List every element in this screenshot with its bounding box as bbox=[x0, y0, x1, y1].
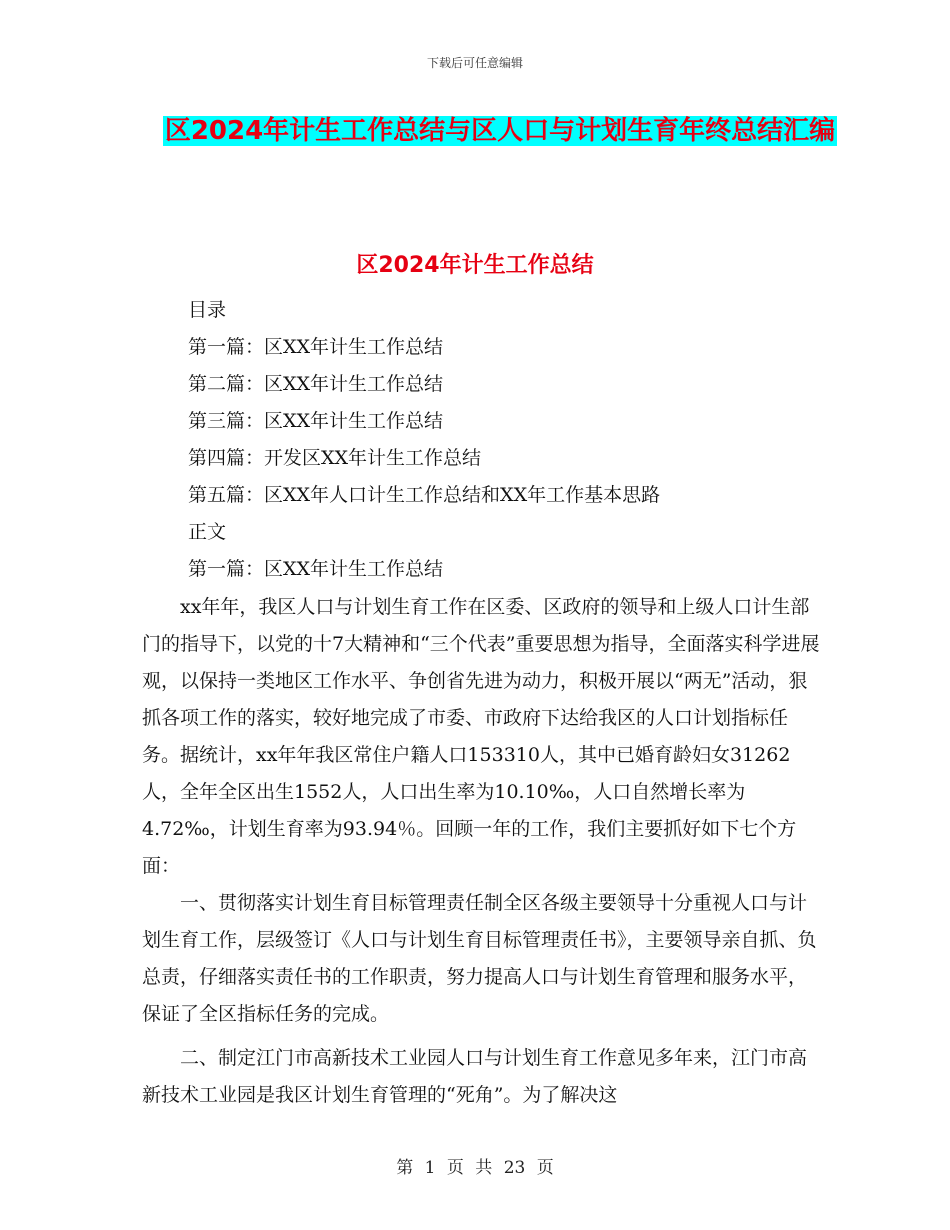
toc-item: 第三篇：区XX年计生工作总结 bbox=[188, 410, 444, 432]
header-note: 下载后可任意编辑 bbox=[426, 56, 523, 70]
toc-item: 第四篇：开发区XX年计生工作总结 bbox=[188, 447, 482, 469]
table-of-contents bbox=[188, 292, 660, 588]
body-paragraph: xx年年，我区人口与计划生育工作在区委、区政府的领导和上级人口计生部门的指导下，以党的十7大精神和“三个代表”重要思想为指导，全面落实科学进展观，以保持一类地区工作水平、争创省先进为动力，积极开展以“两无”活动，狠抓各项工作的落实，较好地完成了市委、市政府下达给我区的人口计划指标任务。据统计，xx年年我区常住户籍人口153310人，其中已婚育龄妇女31262人，全年全区出生1552人，人口出生率为10.10‰，人口自然增长率为4.72‰，计划生育率为93.94％。回顾一年的工作，我们主要抓好如下七个方面： bbox=[142, 596, 820, 877]
document-sub-title: 区2024年计生工作总结 bbox=[356, 253, 594, 278]
page-footer: 第 1 页 共 23 页 bbox=[396, 1158, 554, 1178]
main-title-text: 区2024年计生工作总结与区人口与计划生育年终总结汇编 bbox=[164, 116, 836, 146]
section-title: 第一篇：区XX年计生工作总结 bbox=[188, 558, 444, 580]
document-main-title bbox=[140, 106, 860, 156]
toc-heading: 目录 bbox=[188, 299, 227, 321]
body-paragraph: 二、制定江门市高新技术工业园人口与计划生育工作意见多年来，江门市高新技术工业园是我区计划生育管理的“死角”。为了解决这 bbox=[142, 1047, 808, 1106]
body-heading: 正文 bbox=[188, 521, 227, 543]
toc-item: 第五篇：区XX年人口计生工作总结和XX年工作基本思路 bbox=[188, 484, 661, 506]
body-text bbox=[142, 589, 822, 1114]
toc-item: 第二篇：区XX年计生工作总结 bbox=[188, 373, 444, 395]
body-paragraph: 一、贯彻落实计划生育目标管理责任制全区各级主要领导十分重视人口与计划生育工作，层级签订《人口与计划生育目标管理责任书》，主要领导亲自抓、负总责，仔细落实责任书的工作职责，努力提高人口与计划生育管理和服务水平，保证了全区指标任务的完成。 bbox=[142, 892, 817, 1025]
toc-item: 第一篇：区XX年计生工作总结 bbox=[188, 336, 444, 358]
